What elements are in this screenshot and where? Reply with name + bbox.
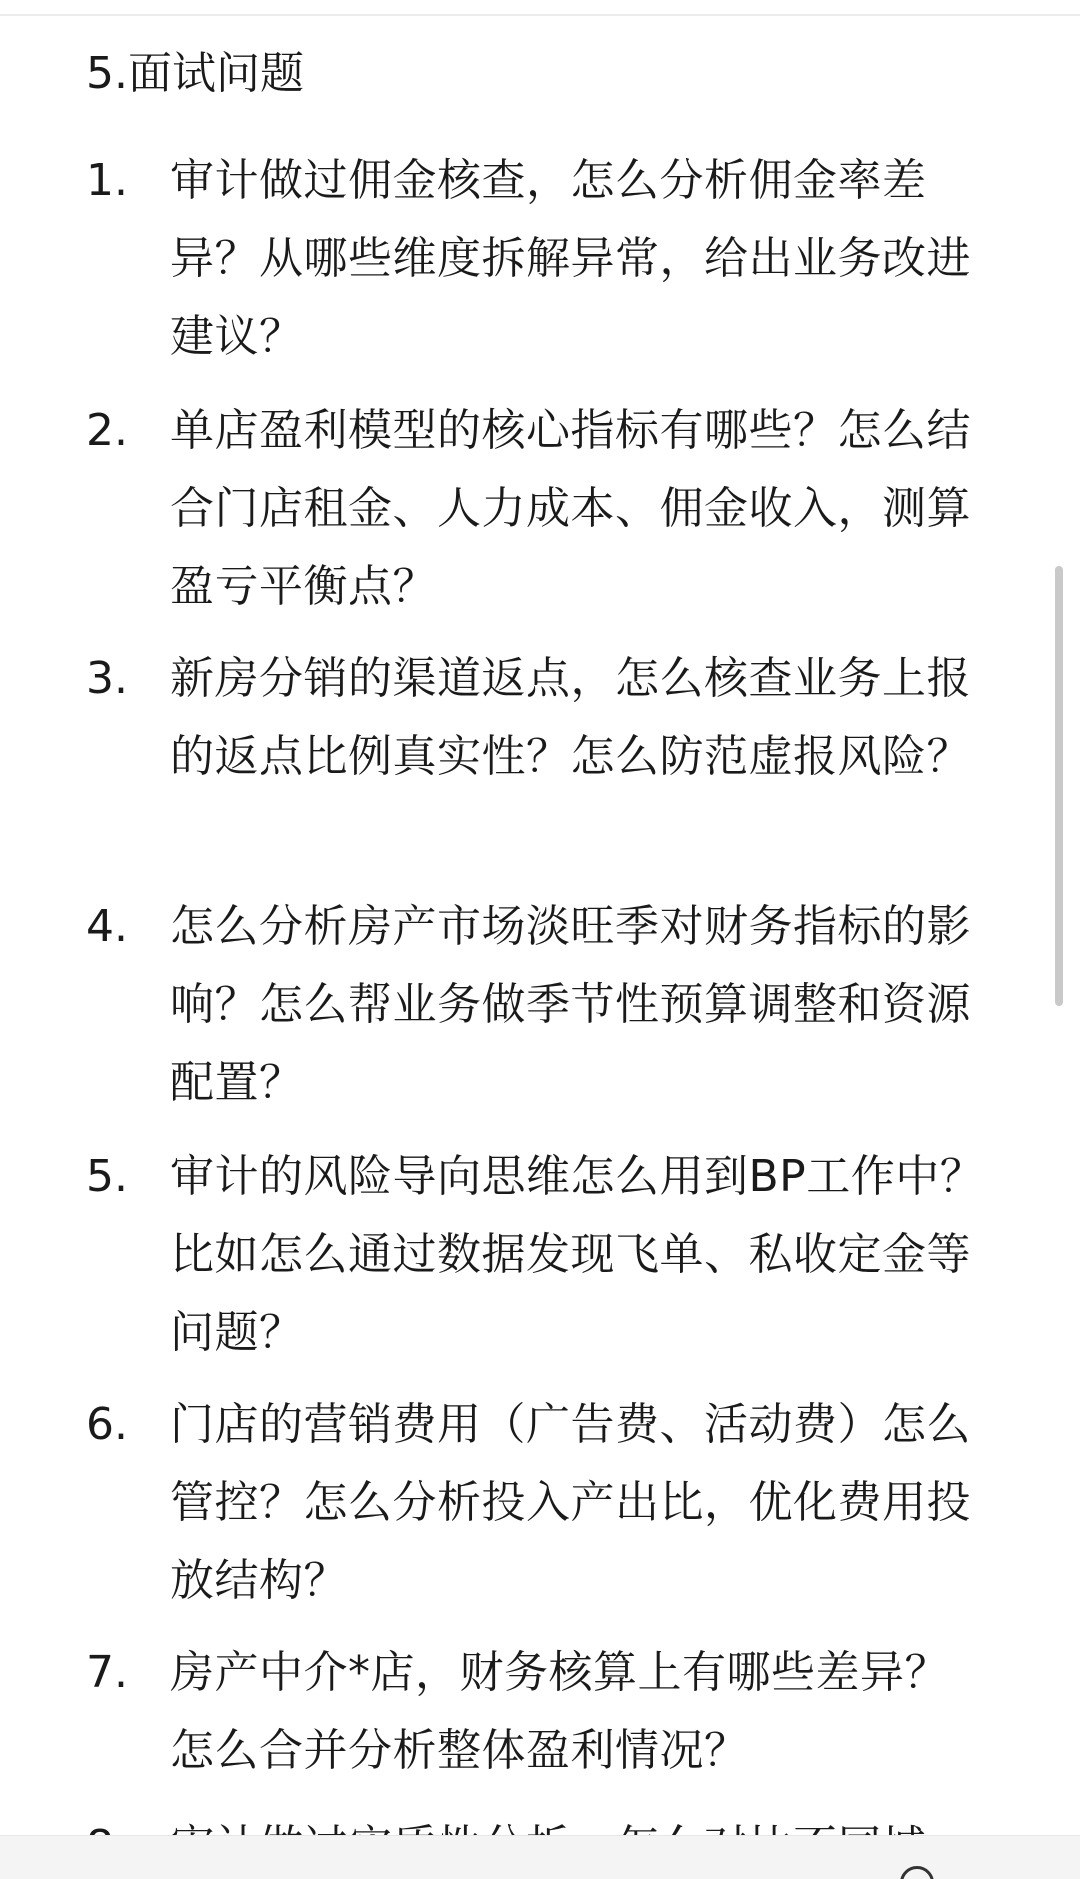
- list-item-number: 7.: [86, 1647, 128, 1698]
- list-item-number: 3.: [86, 653, 128, 704]
- scrollbar-thumb[interactable]: [1055, 566, 1063, 1006]
- list-item-number: 4.: [86, 901, 128, 952]
- list-item-number: 2.: [86, 405, 128, 456]
- list-item-number: 1.: [86, 155, 128, 206]
- list-item-number: 5.: [86, 1151, 128, 1202]
- list-item-text: 单店盈利模型的核心指标有哪些？怎么结合门店租金、人力成本、佣金收入，测算盈亏平衡点？: [170, 405, 971, 612]
- list-item-text: 审计做过佣金核查，怎么分析佣金率差异？从哪些维度拆解异常，给出业务改进建议？: [170, 155, 971, 362]
- section-title: 5.面试问题: [86, 48, 304, 99]
- list-item-text: 新房分销的渠道返点，怎么核查业务上报的返点比例真实性？怎么防范虚报风险？: [170, 653, 971, 782]
- list-item-text: 怎么分析房产市场淡旺季对财务指标的影响？怎么帮业务做季节性预算调整和资源配置？: [170, 901, 971, 1108]
- list-item-text: 审计的风险导向思维怎么用到BP工作中？比如怎么通过数据发现飞单、私收定金等问题？: [170, 1151, 985, 1358]
- list-item-number: 6.: [86, 1399, 128, 1450]
- list-item-text: 房产中介*店，财务核算上有哪些差异？怎么合并分析整体盈利情况？: [170, 1647, 949, 1776]
- top-divider: [0, 0, 1080, 16]
- list-item-text: 门店的营销费用（广告费、活动费）怎么管控？怎么分析投入产出比，优化费用投放结构？: [170, 1399, 971, 1606]
